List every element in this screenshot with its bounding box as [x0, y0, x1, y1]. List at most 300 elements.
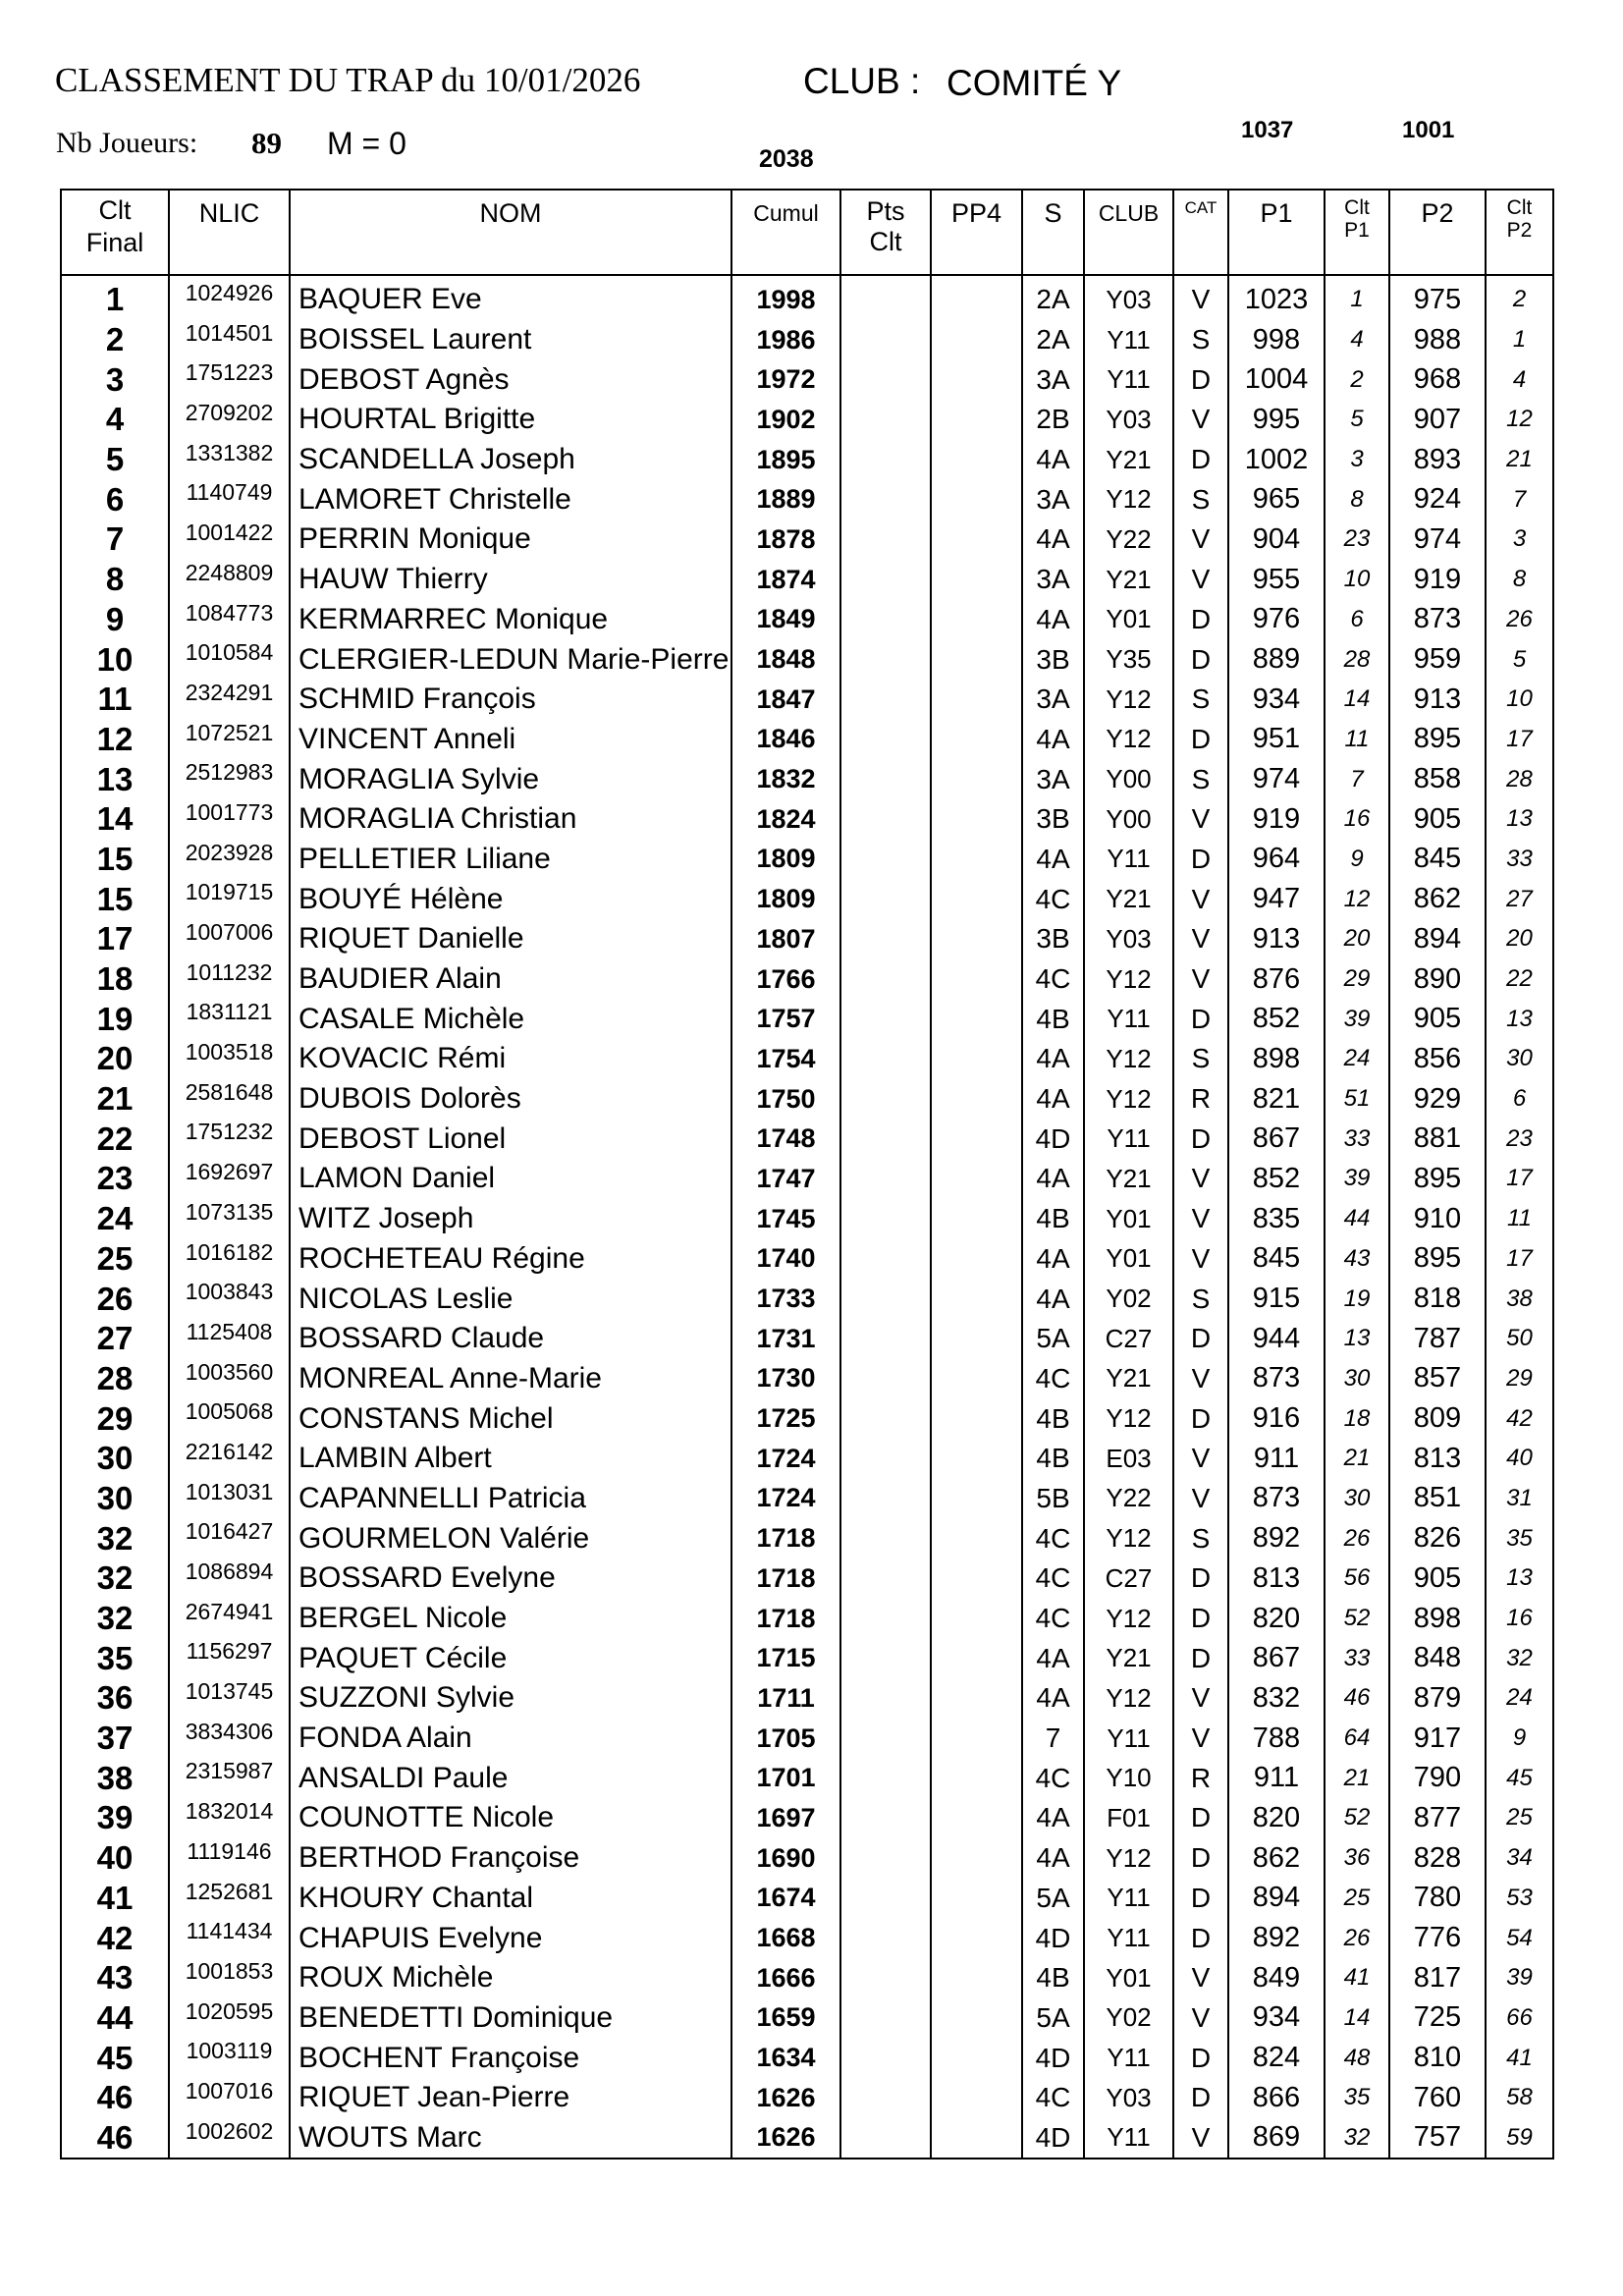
clt-p2-cell: 28 [1486, 759, 1553, 799]
s-cell: 2A [1022, 320, 1084, 360]
club-cell: Y12 [1084, 1079, 1173, 1120]
cat-cell: V [1173, 1239, 1228, 1280]
clt-p1-cell: 5 [1325, 400, 1389, 440]
clt-p2-cell: 13 [1486, 999, 1553, 1039]
pts-clt-cell [840, 1039, 931, 1079]
nom-cell: PELLETIER Liliane [290, 840, 731, 880]
pts-clt-cell [840, 359, 931, 400]
club-cell: Y12 [1084, 680, 1173, 720]
clt-final-cell: 21 [61, 1079, 169, 1120]
pts-clt-cell [840, 1798, 931, 1838]
p2-cell: 905 [1389, 999, 1486, 1039]
pts-clt-cell [840, 1079, 931, 1120]
club-label: CLUB : [803, 61, 921, 101]
pp4-cell [931, 1359, 1022, 1399]
clt-final-cell: 23 [61, 1159, 169, 1199]
cumul-cell: 1902 [731, 400, 840, 440]
p2-cell: 988 [1389, 320, 1486, 360]
clt-p2-cell: 3 [1486, 519, 1553, 560]
clt-p1-cell: 56 [1325, 1558, 1389, 1599]
clt-final-cell: 7 [61, 519, 169, 560]
club-cell: C27 [1084, 1319, 1173, 1359]
players-count: 89 [251, 126, 282, 160]
nlic-cell: 1141434 [169, 1918, 290, 1958]
s-cell: 4D [1022, 1119, 1084, 1159]
table-row [61, 1838, 1553, 1879]
table-row [61, 1719, 1553, 1759]
total-cumul: 2038 [759, 145, 814, 173]
p2-cell: 856 [1389, 1039, 1486, 1079]
page-title: CLASSEMENT DU TRAP du 10/01/2026 [55, 61, 641, 99]
cat-cell: V [1173, 799, 1228, 840]
clt-p1-cell: 14 [1325, 1998, 1389, 2039]
cumul-cell: 1972 [731, 359, 840, 400]
clt-p2-cell: 22 [1486, 959, 1553, 1000]
cat-cell: V [1173, 919, 1228, 959]
nom-cell: CONSTANS Michel [290, 1398, 731, 1439]
club-cell: Y11 [1084, 2118, 1173, 2159]
cumul-cell: 1731 [731, 1319, 840, 1359]
clt-p1-cell: 16 [1325, 799, 1389, 840]
clt-final-cell: 39 [61, 1798, 169, 1838]
nlic-cell: 1831121 [169, 999, 290, 1039]
nlic-cell: 2512983 [169, 759, 290, 799]
cumul-cell: 1748 [731, 1119, 840, 1159]
cumul-cell: 1849 [731, 600, 840, 640]
club-cell: Y21 [1084, 1359, 1173, 1399]
cat-cell: D [1173, 999, 1228, 1039]
clt-final-cell: 45 [61, 2038, 169, 2078]
cumul-cell: 1847 [731, 680, 840, 720]
clt-p2-cell: 38 [1486, 1279, 1553, 1319]
clt-p2-cell: 17 [1486, 1159, 1553, 1199]
s-cell: 5B [1022, 1479, 1084, 1519]
pts-clt-cell [840, 1119, 931, 1159]
pts-clt-cell [840, 959, 931, 1000]
nlic-cell: 1119146 [169, 1838, 290, 1879]
s-cell: 4C [1022, 1599, 1084, 1639]
cumul-cell: 1807 [731, 919, 840, 959]
nlic-cell: 1003518 [169, 1039, 290, 1079]
clt-p1-cell: 9 [1325, 840, 1389, 880]
clt-p2-cell: 66 [1486, 1998, 1553, 2039]
clt-final-cell: 38 [61, 1758, 169, 1798]
pts-clt-cell [840, 1879, 931, 1919]
p1-cell: 892 [1228, 1518, 1325, 1558]
pts-clt-cell [840, 1518, 931, 1558]
clt-p2-cell: 45 [1486, 1758, 1553, 1798]
cumul-cell: 1874 [731, 560, 840, 600]
p1-cell: 835 [1228, 1199, 1325, 1239]
pts-clt-cell [840, 1758, 931, 1798]
pp4-cell [931, 1239, 1022, 1280]
s-cell: 4A [1022, 1159, 1084, 1199]
clt-final-cell: 30 [61, 1479, 169, 1519]
p1-cell: 892 [1228, 1918, 1325, 1958]
clt-p2-cell: 54 [1486, 1918, 1553, 1958]
clt-p1-cell: 29 [1325, 959, 1389, 1000]
s-cell: 3A [1022, 680, 1084, 720]
clt-final-cell: 11 [61, 680, 169, 720]
cat-cell: S [1173, 320, 1228, 360]
cat-cell: R [1173, 1758, 1228, 1798]
clt-p2-cell: 2 [1486, 275, 1553, 320]
cumul-cell: 1626 [731, 2118, 840, 2159]
nom-cell: LAMON Daniel [290, 1159, 731, 1199]
p1-cell: 867 [1228, 1638, 1325, 1678]
p1-cell: 832 [1228, 1678, 1325, 1719]
s-cell: 4A [1022, 519, 1084, 560]
p2-cell: 845 [1389, 840, 1486, 880]
pp4-cell [931, 1558, 1022, 1599]
p1-cell: 913 [1228, 919, 1325, 959]
s-cell: 4A [1022, 1239, 1084, 1280]
pp4-cell [931, 600, 1022, 640]
cat-cell: V [1173, 1719, 1228, 1759]
p2-cell: 818 [1389, 1279, 1486, 1319]
clt-p1-cell: 4 [1325, 320, 1389, 360]
club-cell: Y12 [1084, 1518, 1173, 1558]
pp4-cell [931, 879, 1022, 919]
pp4-cell [931, 359, 1022, 400]
clt-final-cell: 36 [61, 1678, 169, 1719]
nlic-cell: 1252681 [169, 1879, 290, 1919]
cat-cell: D [1173, 1918, 1228, 1958]
nlic-cell: 2581648 [169, 1079, 290, 1120]
nom-cell: PERRIN Monique [290, 519, 731, 560]
pts-clt-cell [840, 1638, 931, 1678]
nom-cell: BAQUER Eve [290, 275, 731, 320]
pts-clt-cell [840, 2118, 931, 2159]
table-row [61, 1638, 1553, 1678]
nlic-cell: 1140749 [169, 479, 290, 519]
club-cell: Y11 [1084, 1719, 1173, 1759]
cat-cell: V [1173, 1958, 1228, 1998]
club-cell: Y11 [1084, 1918, 1173, 1958]
club-cell: Y21 [1084, 1638, 1173, 1678]
nom-cell: WITZ Joseph [290, 1199, 731, 1239]
p2-cell: 913 [1389, 680, 1486, 720]
cumul-cell: 1747 [731, 1159, 840, 1199]
pts-clt-cell [840, 799, 931, 840]
pp4-cell [931, 1879, 1022, 1919]
clt-final-cell: 2 [61, 320, 169, 360]
col-header-clt-p2: Clt P2 [1486, 190, 1553, 275]
p2-cell: 810 [1389, 2038, 1486, 2078]
p1-cell: 821 [1228, 1079, 1325, 1120]
s-cell: 7 [1022, 1719, 1084, 1759]
pts-clt-cell [840, 1398, 931, 1439]
nom-cell: MORAGLIA Christian [290, 799, 731, 840]
pp4-cell [931, 1518, 1022, 1558]
club-cell: Y35 [1084, 639, 1173, 680]
p1-cell: 873 [1228, 1479, 1325, 1519]
club-cell: Y12 [1084, 479, 1173, 519]
clt-p2-cell: 7 [1486, 479, 1553, 519]
clt-p1-cell: 44 [1325, 1199, 1389, 1239]
pts-clt-cell [840, 720, 931, 760]
nom-cell: SCANDELLA Joseph [290, 440, 731, 480]
clt-p1-cell: 33 [1325, 1638, 1389, 1678]
clt-p1-cell: 21 [1325, 1439, 1389, 1479]
clt-final-cell: 46 [61, 2118, 169, 2159]
nlic-cell: 1014501 [169, 320, 290, 360]
clt-final-cell: 29 [61, 1398, 169, 1439]
nom-cell: CASALE Michèle [290, 999, 731, 1039]
table-row [61, 519, 1553, 560]
cumul-cell: 1846 [731, 720, 840, 760]
club-cell: Y11 [1084, 359, 1173, 400]
pts-clt-cell [840, 1239, 931, 1280]
cat-cell: V [1173, 1199, 1228, 1239]
nlic-cell: 2023928 [169, 840, 290, 880]
col-header-clt-final: Clt Final [61, 190, 169, 275]
clt-p1-cell: 48 [1325, 2038, 1389, 2078]
col-header-s: S [1022, 190, 1084, 275]
clt-final-cell: 40 [61, 1838, 169, 1879]
s-cell: 4A [1022, 1079, 1084, 1120]
p1-cell: 852 [1228, 999, 1325, 1039]
table-row [61, 275, 1553, 320]
cat-cell: D [1173, 1599, 1228, 1639]
clt-p2-cell: 39 [1486, 1958, 1553, 1998]
clt-final-cell: 28 [61, 1359, 169, 1399]
clt-p1-cell: 11 [1325, 720, 1389, 760]
club-cell: Y03 [1084, 400, 1173, 440]
p2-cell: 817 [1389, 1958, 1486, 1998]
p2-cell: 895 [1389, 1239, 1486, 1280]
nom-cell: GOURMELON Valérie [290, 1518, 731, 1558]
p2-cell: 787 [1389, 1319, 1486, 1359]
club-cell: Y01 [1084, 1199, 1173, 1239]
cat-cell: S [1173, 1279, 1228, 1319]
clt-p1-cell: 43 [1325, 1239, 1389, 1280]
nlic-cell: 1019715 [169, 879, 290, 919]
p2-cell: 757 [1389, 2118, 1486, 2159]
clt-p1-cell: 64 [1325, 1719, 1389, 1759]
pp4-cell [931, 919, 1022, 959]
club-cell: Y03 [1084, 275, 1173, 320]
nlic-cell: 2315987 [169, 1758, 290, 1798]
pp4-cell [931, 1958, 1022, 1998]
s-cell: 4A [1022, 1838, 1084, 1879]
cumul-cell: 1668 [731, 1918, 840, 1958]
cat-cell: V [1173, 1359, 1228, 1399]
table-row [61, 1119, 1553, 1159]
cumul-cell: 1690 [731, 1838, 840, 1879]
p1-cell: 788 [1228, 1719, 1325, 1759]
table-row [61, 1798, 1553, 1838]
clt-p2-cell: 9 [1486, 1719, 1553, 1759]
p2-cell: 881 [1389, 1119, 1486, 1159]
pts-clt-cell [840, 1199, 931, 1239]
p2-cell: 895 [1389, 1159, 1486, 1199]
nlic-cell: 1016427 [169, 1518, 290, 1558]
s-cell: 4A [1022, 1039, 1084, 1079]
cat-cell: V [1173, 1998, 1228, 2039]
pts-clt-cell [840, 1719, 931, 1759]
nom-cell: MONREAL Anne-Marie [290, 1359, 731, 1399]
clt-p2-cell: 26 [1486, 600, 1553, 640]
nom-cell: CLERGIER-LEDUN Marie-Pierre [290, 639, 731, 680]
nlic-cell: 1007016 [169, 2078, 290, 2118]
p2-cell: 809 [1389, 1398, 1486, 1439]
p2-cell: 910 [1389, 1199, 1486, 1239]
clt-p1-cell: 23 [1325, 519, 1389, 560]
club-cell: Y11 [1084, 2038, 1173, 2078]
clt-final-cell: 35 [61, 1638, 169, 1678]
table-row [61, 1039, 1553, 1079]
p1-cell: 813 [1228, 1558, 1325, 1599]
players-count-label: Nb Joueurs: [56, 127, 198, 159]
clt-p2-cell: 24 [1486, 1678, 1553, 1719]
cumul-cell: 1718 [731, 1599, 840, 1639]
nom-cell: COUNOTTE Nicole [290, 1798, 731, 1838]
s-cell: 4A [1022, 1638, 1084, 1678]
cumul-cell: 1715 [731, 1638, 840, 1678]
nlic-cell: 2674941 [169, 1599, 290, 1639]
s-cell: 4C [1022, 2078, 1084, 2118]
cat-cell: D [1173, 2078, 1228, 2118]
clt-final-cell: 4 [61, 400, 169, 440]
p2-cell: 813 [1389, 1439, 1486, 1479]
clt-p1-cell: 39 [1325, 1159, 1389, 1199]
p1-cell: 951 [1228, 720, 1325, 760]
table-row [61, 1918, 1553, 1958]
col-header-nlic: NLIC [169, 190, 290, 275]
s-cell: 3B [1022, 919, 1084, 959]
club-cell: Y21 [1084, 1159, 1173, 1199]
nlic-cell: 1011232 [169, 959, 290, 1000]
clt-p1-cell: 18 [1325, 1398, 1389, 1439]
s-cell: 4B [1022, 999, 1084, 1039]
cat-cell: D [1173, 720, 1228, 760]
cumul-cell: 1705 [731, 1719, 840, 1759]
nlic-cell: 1001853 [169, 1958, 290, 1998]
table-row [61, 1398, 1553, 1439]
clt-p2-cell: 41 [1486, 2038, 1553, 2078]
cumul-cell: 1809 [731, 879, 840, 919]
cumul-cell: 1659 [731, 1998, 840, 2039]
pp4-cell [931, 1398, 1022, 1439]
club-cell: Y01 [1084, 1958, 1173, 1998]
clt-p1-cell: 28 [1325, 639, 1389, 680]
table-row [61, 1279, 1553, 1319]
clt-final-cell: 12 [61, 720, 169, 760]
p2-cell: 905 [1389, 799, 1486, 840]
pts-clt-cell [840, 1599, 931, 1639]
p1-cell: 873 [1228, 1359, 1325, 1399]
p1-cell: 965 [1228, 479, 1325, 519]
cumul-cell: 1725 [731, 1398, 840, 1439]
nlic-cell: 1751232 [169, 1119, 290, 1159]
cumul-cell: 1824 [731, 799, 840, 840]
table-row [61, 919, 1553, 959]
pp4-cell [931, 639, 1022, 680]
pts-clt-cell [840, 1319, 931, 1359]
pts-clt-cell [840, 759, 931, 799]
pp4-cell [931, 1439, 1022, 1479]
clt-p1-cell: 13 [1325, 1319, 1389, 1359]
clt-final-cell: 46 [61, 2078, 169, 2118]
col-header-p1: P1 [1228, 190, 1325, 275]
cumul-cell: 1745 [731, 1199, 840, 1239]
club-cell: Y11 [1084, 1879, 1173, 1919]
s-cell: 4A [1022, 1678, 1084, 1719]
clt-p1-cell: 12 [1325, 879, 1389, 919]
table-row [61, 2118, 1553, 2159]
col-header-pts-clt: Pts Clt [840, 190, 931, 275]
nlic-cell: 1002602 [169, 2118, 290, 2159]
cat-cell: V [1173, 519, 1228, 560]
p2-cell: 929 [1389, 1079, 1486, 1120]
pts-clt-cell [840, 1918, 931, 1958]
p1-cell: 866 [1228, 2078, 1325, 2118]
pp4-cell [931, 1319, 1022, 1359]
clt-p2-cell: 16 [1486, 1599, 1553, 1639]
clt-final-cell: 30 [61, 1439, 169, 1479]
club-cell: Y11 [1084, 1119, 1173, 1159]
s-cell: 4C [1022, 879, 1084, 919]
pts-clt-cell [840, 1958, 931, 1998]
p1-cell: 889 [1228, 639, 1325, 680]
table-row [61, 999, 1553, 1039]
table-row [61, 2038, 1553, 2078]
table-row [61, 400, 1553, 440]
clt-p2-cell: 34 [1486, 1838, 1553, 1879]
nlic-cell: 1331382 [169, 440, 290, 480]
nom-cell: ANSALDI Paule [290, 1758, 731, 1798]
clt-p2-cell: 25 [1486, 1798, 1553, 1838]
col-header-cumul: Cumul [731, 190, 840, 275]
cumul-cell: 1895 [731, 440, 840, 480]
cat-cell: D [1173, 2038, 1228, 2078]
nom-cell: DUBOIS Dolorès [290, 1079, 731, 1120]
cumul-cell: 1674 [731, 1879, 840, 1919]
col-header-clt-p1: Clt P1 [1325, 190, 1389, 275]
cat-cell: D [1173, 1398, 1228, 1439]
s-cell: 4D [1022, 2118, 1084, 2159]
nlic-cell: 2216142 [169, 1439, 290, 1479]
table-row [61, 1359, 1553, 1399]
clt-p2-cell: 31 [1486, 1479, 1553, 1519]
pp4-cell [931, 1638, 1022, 1678]
pp4-cell [931, 840, 1022, 880]
clt-p1-cell: 33 [1325, 1119, 1389, 1159]
clt-p2-cell: 29 [1486, 1359, 1553, 1399]
p1-cell: 919 [1228, 799, 1325, 840]
club-cell: Y12 [1084, 720, 1173, 760]
pp4-cell [931, 440, 1022, 480]
nom-cell: RIQUET Danielle [290, 919, 731, 959]
clt-final-cell: 32 [61, 1558, 169, 1599]
nom-cell: FONDA Alain [290, 1719, 731, 1759]
cumul-cell: 1701 [731, 1758, 840, 1798]
clt-p1-cell: 26 [1325, 1518, 1389, 1558]
nom-cell: KERMARREC Monique [290, 600, 731, 640]
s-cell: 4B [1022, 1398, 1084, 1439]
clt-p2-cell: 13 [1486, 799, 1553, 840]
nom-cell: BOUYÉ Hélène [290, 879, 731, 919]
table-row [61, 840, 1553, 880]
pts-clt-cell [840, 320, 931, 360]
table-row [61, 1998, 1553, 2039]
table-row [61, 1319, 1553, 1359]
p2-cell: 893 [1389, 440, 1486, 480]
clt-final-cell: 18 [61, 959, 169, 1000]
s-cell: 4A [1022, 600, 1084, 640]
p2-cell: 879 [1389, 1678, 1486, 1719]
